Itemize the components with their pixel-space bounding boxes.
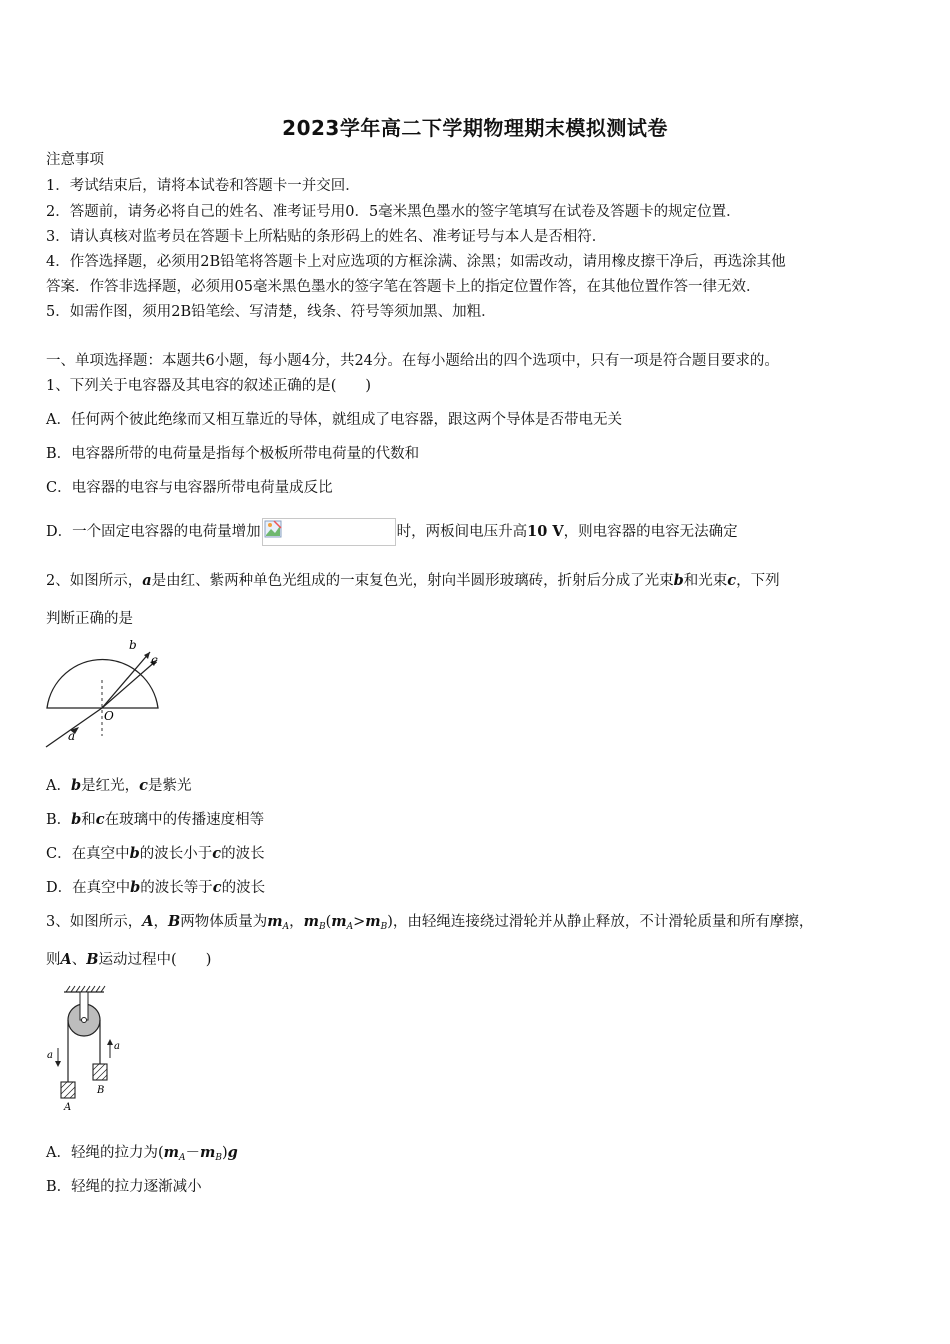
q3-subB1: B: [318, 922, 326, 932]
q3-option-b: B．轻绳的拉力逐渐减小: [46, 1179, 202, 1195]
q3-stem-post: ，由轻绳连接绕过滑轮并从静止释放，不计滑轮质量和所有摩擦，: [392, 914, 814, 930]
q3-fig-label-a-left: a: [47, 1050, 53, 1061]
q3-fig-label-A: A: [64, 1102, 72, 1113]
q2-c-mid1: 的波长小于: [139, 846, 213, 862]
q2-stem-mid1: 是由红、紫两种单色光组成的一束复色光，射向半圆形玻璃砖，折射后分成了光束: [151, 573, 674, 589]
q2-a-mid1: 是红光，: [81, 778, 140, 794]
q1-stem: 1、下列关于电容器及其电容的叙述正确的是( ): [46, 378, 372, 394]
q3-a-subA: A: [178, 1153, 186, 1163]
q2-fig-label-c: c: [151, 653, 158, 667]
q2-d-mid2: 的波长: [221, 880, 266, 896]
notice-item-4-cont: 答案．作答非选择题，必须用05毫米黑色墨水的签字笔在答题卡上的指定位置作答，在其他位置作答一律无效．: [46, 279, 761, 295]
q1-option-d-pre: D．一个固定电容器的电荷量增加: [46, 524, 261, 540]
q2-stem-post: ，下列: [736, 573, 780, 589]
q2-d-c: c: [212, 879, 222, 896]
q3-subB2: B: [380, 922, 388, 932]
q2-a-mid2: 是紫光: [147, 778, 192, 794]
q3-a-m1: m: [163, 1144, 179, 1161]
q3-A: A: [142, 913, 154, 930]
q2-a-c: c: [139, 777, 148, 794]
q2-a-b: b: [70, 777, 82, 794]
notice-heading: 注意事项: [46, 152, 104, 168]
broken-image-icon: [264, 520, 282, 538]
q3-stem: 3、如图所示，A，B两物体质量为$m_A$，$m_B(m_A>m_B)$，由轻绳连接绕过滑轮并从静止释放，不计滑轮质量和所有摩擦，: [46, 913, 814, 932]
q2-option-b: [46, 810, 264, 830]
q2-d-b: b: [130, 879, 141, 896]
q3-a-post: ): [221, 1145, 228, 1161]
q3-a-g: g: [227, 1144, 238, 1161]
q3-m3: m: [331, 913, 347, 930]
q2-fig-label-o: O: [104, 709, 114, 723]
q2-option-d: [46, 878, 265, 898]
q2-fig-label-a: a: [68, 729, 76, 743]
q1-option-a: A．任何两个彼此绝缘而又相互靠近的导体，就组成了电容器，跟这两个导体是否带电无关: [46, 412, 622, 428]
q3-line2-post: 运动过程中( ): [98, 952, 212, 968]
q3-stem-mid1: 两物体质量为: [180, 914, 268, 930]
q2-b-b: b: [71, 811, 82, 828]
q3-fig-label-B: B: [97, 1085, 105, 1096]
q2-c-c: c: [212, 845, 222, 862]
q2-d-mid1: 的波长等于: [140, 880, 213, 896]
notice-item-2: 2．答题前，请务必将自己的姓名、准考证号用0．5毫米黑色墨水的签字笔填写在试卷及答题卡的规定位置．: [46, 204, 741, 220]
q1-option-d-value: 10 V: [527, 523, 564, 540]
q3-sep: ，: [153, 914, 168, 930]
q1-option-c: C．电容器的电容与电容器所带电荷量成反比: [46, 480, 333, 496]
q3-line2-dun: 、: [71, 952, 87, 968]
q3-m1: m: [267, 913, 283, 930]
q2-symbol-b: b: [673, 572, 684, 589]
section-heading: 一、单项选择题：本题共6小题，每小题4分，共24分。在每小题给出的四个选项中，只有一项是符合题目要求的。: [46, 353, 779, 369]
notice-item-1: 1．考试结束后，请将本试卷和答题卡一并交回．: [46, 178, 360, 194]
q3-subA1: A: [282, 922, 290, 932]
q2-stem: [46, 571, 780, 591]
q3-a-pre: A．轻绳的拉力为(: [46, 1145, 164, 1161]
q3-line2-B: B: [86, 951, 99, 968]
q3-m2: m: [303, 913, 319, 930]
q3-a-subB: B: [215, 1153, 222, 1163]
q2-b-pre: B．: [46, 812, 72, 828]
q3-m4: m: [365, 913, 381, 930]
broken-image-placeholder: [262, 518, 396, 546]
notice-item-3: 3．请认真核对监考员在答题卡上所粘贴的条形码上的姓名、准考证号与本人是否相符．: [46, 229, 607, 245]
q2-c-mid2: 的波长: [221, 846, 265, 862]
q1-option-b: B．电容器所带的电荷量是指每个极板所带电荷量的代数和: [46, 446, 420, 462]
q2-option-a: [46, 776, 191, 796]
q2-b-mid2: 在玻璃中的传播速度相等: [104, 812, 265, 828]
q1-option-d-post1: 时，两板间电压升高: [396, 524, 528, 540]
q3-a-m2: m: [199, 1144, 216, 1161]
q3-sep2: ，: [289, 914, 304, 930]
q3-subA2: A: [346, 922, 354, 932]
q2-symbol-a: a: [142, 572, 152, 589]
q2-option-c: [46, 844, 265, 864]
q2-stem-line2: 判断正确的是: [46, 611, 133, 627]
q3-gt: >: [353, 914, 366, 930]
q1-option-d-post2: ，则电容器的电容无法确定: [563, 524, 738, 540]
page-title: 2023学年高二下学期物理期末模拟测试卷: [282, 116, 668, 140]
q2-stem-pre: 2、如图所示，: [46, 573, 143, 589]
q2-c-pre: C．在真空中: [46, 846, 130, 862]
q3-line2-A: A: [60, 951, 72, 968]
notice-item-4: 4．作答选择题，必须用2B铅笔将答题卡上对应选项的方框涂满、涂黑；如需改动，请用橡皮擦干净后，再选涂其他: [46, 254, 786, 270]
q2-a-pre: A．: [46, 778, 71, 794]
notice-item-5: 5．如需作图，须用2B铅笔绘、写清楚，线条、符号等须加黑、加粗．: [46, 304, 496, 320]
q2-symbol-c: c: [727, 572, 737, 589]
q2-fig-label-b: b: [129, 638, 137, 652]
q3-line2-pre: 则: [46, 952, 61, 968]
q2-d-pre: D．在真空中: [46, 880, 131, 896]
q3-stem-pre: 3、如图所示，: [46, 914, 143, 930]
q3-figure-pulley: [42, 982, 134, 1114]
q2-b-mid1: 和: [81, 812, 96, 828]
q3-B: B: [168, 913, 181, 930]
q1-option-d: [46, 518, 738, 546]
q3-fig-label-a-right: a: [114, 1041, 120, 1052]
q3-a-minus: －: [185, 1145, 200, 1161]
q2-c-b: b: [129, 845, 140, 862]
q3-option-a: [46, 1143, 238, 1168]
q2-stem-mid2: 和光束: [683, 573, 728, 589]
q2-b-c: c: [95, 811, 105, 828]
q2-figure-semicircle-glass: [40, 636, 170, 752]
q3-stem-line2: [46, 950, 211, 970]
